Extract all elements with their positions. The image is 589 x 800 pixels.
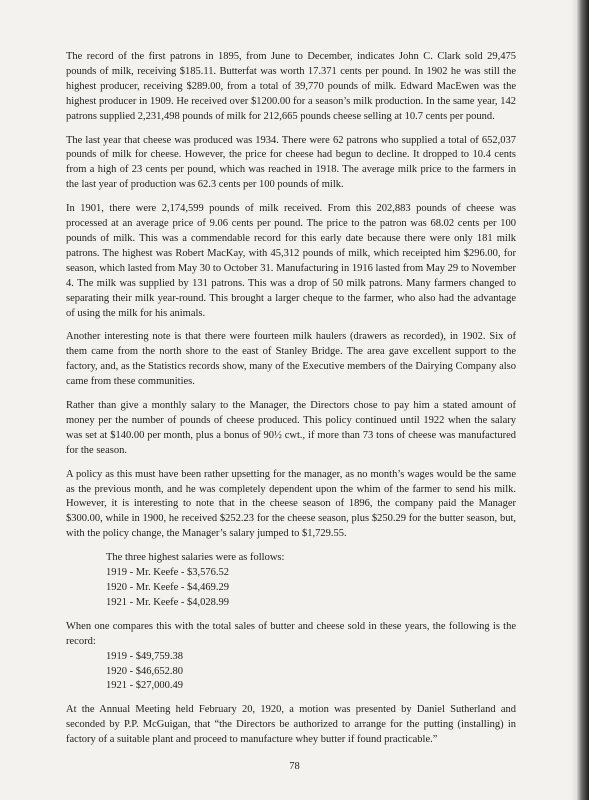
salary-entry: 1920 - Mr. Keefe - $4,469.29 bbox=[106, 582, 230, 593]
salaries-intro: The three highest salaries were as follows: bbox=[106, 552, 285, 564]
salary-entry: 1919 - Mr. Keefe - $3,576.52 bbox=[106, 567, 230, 579]
paragraph-sales-compare: When one compares this with the total sales of butter and cheese sold in these years, the following is the record: bbox=[66, 620, 516, 647]
sales-entry: 1921 - $27,000.49 bbox=[106, 680, 183, 692]
page-body bbox=[66, 50, 516, 757]
paragraph-policy: A policy as this must have been rather upsetting for the manager, as no month’s wages would be the same as the previous month, and he was completely dependent upon the whim of the farmer to send his milk. However, it is interesting to note that in the cheese season of 1896, the company paid the Manager $300.00, while in 1900, he received $252.23 for the cheese season, plus $250.29 for the butter season, but, with the policy change, the Manager’s salary jumped to $1,729.55. bbox=[66, 468, 516, 540]
salary-entry: 1921 - Mr. Keefe - $4,028.99 bbox=[106, 596, 230, 608]
paragraph-milk-haulers: Another interesting note is that there were fourteen milk haulers (drawers as recorded), in 1902. Six of them came from the north shore to the east of Stanley Bridge. The area gave excellent support to the factory, and, as the Statistics records show, many of the Executive members of the Dairying Company also came from these communities. bbox=[66, 331, 516, 388]
paragraph-first-patrons: The record of the first patrons in 1895, from June to December, indicates John C. Clark sold 29,475 pounds of milk, receiving $185.11. Butterfat was worth 17.371 cents per pound. In 1902 he was still the highest producer, receiving $289.00, from a total of 39,770 pounds of milk. Edward MacEwen was the highest producer in 1909. He received over $1200.00 for a season’s milk production. In the same year, 142 patrons supplied 2,231,498 pounds of milk for 212,665 pounds cheese selling at 10.7 cents per pound. bbox=[66, 51, 516, 122]
paragraph-last-cheese-year: The last year that cheese was produced was 1934. There were 62 patrons who supplied a total of 652,037 pounds of milk for cheese. However, the price for cheese had begun to decline. It dropped to 10.4 cents from a high of 23 cents per pound, which was reached in 1918. The average milk price to the farmers in the last year of production was 62.3 cents per 100 pounds of milk. bbox=[66, 134, 516, 191]
paragraph-annual-meeting: At the Annual Meeting held February 20, 1920, a motion was presented by Daniel Sutherland and seconded by P.P. McGuigan, that “the Directors be authorized to arrange for the putting (installing) in factory of a suitable plant and proceed to manufacture whey butter if found practicable.” bbox=[66, 704, 516, 746]
page-number: 78 bbox=[289, 761, 300, 772]
sales-entry: 1919 - $49,759.38 bbox=[106, 650, 183, 662]
sales-list bbox=[106, 650, 516, 695]
paragraph-1901-record: In 1901, there were 2,174,599 pounds of milk received. From this 202,883 pounds of cheese was processed at an average price of 9.06 cents per pound. The price to the patron was 68.02 cents per 100 pounds of milk. This was a commendable record for this early date because there were only 181 milk patrons. The highest was Robert MacKay, with 45,312 pounds of milk, which receipted him $296.00, for season, which lasted from May 30 to October 31. Manufacturing in 1916 lasted from May 29 to November 4. The milk was supplied by 131 patrons. This was a drop of 50 milk patrons. Many farmers changed to separating their milk year-round. This brought a larger cheque to the farmer, who also had the advantage of using the milk for his animals. bbox=[66, 203, 516, 319]
sales-entry: 1920 - $46,652.80 bbox=[106, 665, 183, 677]
page-edge bbox=[577, 0, 589, 800]
paragraph-manager-salary: Rather than give a monthly salary to the Manager, the Directors chose to pay him a stated amount of money per the number of pounds of cheese produced. This policy continued until 1922 when the salary was set at $140.00 per month, plus a bonus of 90½ cwt., if more than 73 tons of cheese was manufactured for the season. bbox=[66, 400, 516, 456]
salaries-list bbox=[106, 566, 516, 611]
